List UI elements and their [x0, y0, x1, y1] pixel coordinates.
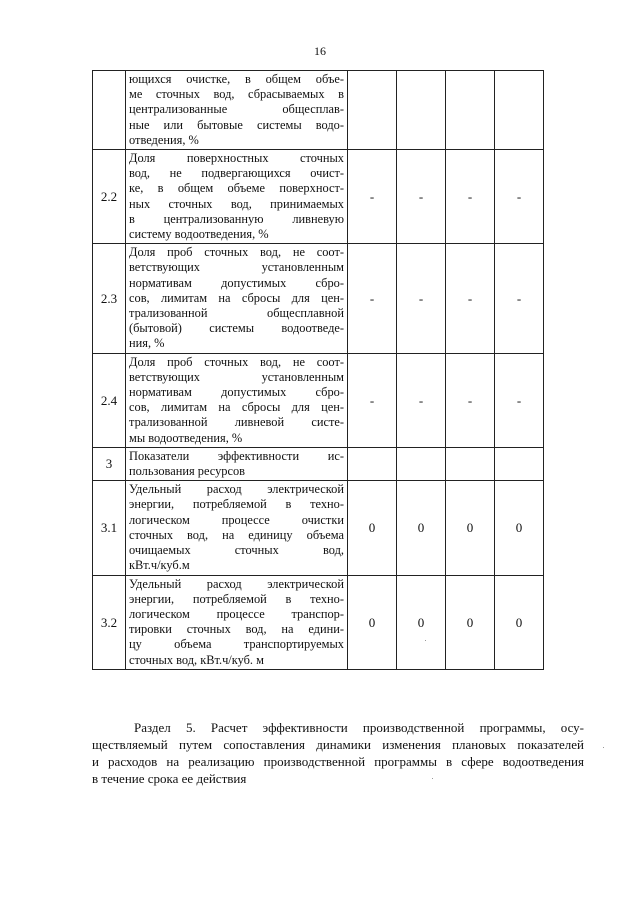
- description-line: систему водоотведения, %: [129, 227, 269, 242]
- indicator-description: [126, 244, 348, 353]
- value-cell: 0: [495, 575, 544, 669]
- scan-speck: [432, 778, 433, 779]
- row-number: 3: [93, 447, 126, 480]
- description-line: Показатели эффективности ис-: [129, 448, 344, 463]
- row-number: 2.4: [93, 353, 126, 447]
- description-line: цу объема транспортируемых: [129, 637, 344, 652]
- value-cell: -: [495, 244, 544, 353]
- description-line: сов, лимитам на сбросы для цен-: [129, 400, 344, 415]
- indicators-table-body: [93, 71, 544, 670]
- table-row: [93, 575, 544, 669]
- value-cell: -: [397, 353, 446, 447]
- description-line: сточных вод, кВт.ч/куб. м: [129, 652, 264, 667]
- description-line: Доля проб сточных вод, не соот-: [129, 245, 344, 260]
- value-cell: [348, 71, 397, 150]
- value-cell: -: [446, 150, 495, 244]
- description-line: ке, в общем объеме поверхност-: [129, 181, 344, 196]
- indicator-description: [126, 353, 348, 447]
- value-cell: 0: [348, 575, 397, 669]
- value-cell: -: [397, 244, 446, 353]
- description-line: пользования ресурсов: [129, 464, 246, 479]
- description-line: сточных вод, на единицу объема: [129, 527, 344, 542]
- value-cell: [397, 71, 446, 150]
- table-row: [93, 244, 544, 353]
- value-cell: -: [348, 150, 397, 244]
- value-cell: -: [348, 244, 397, 353]
- description-line: энергии, потребляемой в техно-: [129, 497, 344, 512]
- description-line: ных сточных вод, принимаемых: [129, 196, 344, 211]
- indicator-description: [126, 71, 348, 150]
- value-cell: 0: [348, 481, 397, 575]
- value-cell: -: [446, 353, 495, 447]
- value-cell: -: [495, 353, 544, 447]
- description-line: трализованной ливневой систе-: [129, 415, 344, 430]
- section-line: ществляемый путем сопоставления динамики изменения плановых показателей: [92, 737, 584, 752]
- value-cell: 0: [446, 481, 495, 575]
- value-cell: [446, 447, 495, 480]
- indicators-table: [92, 70, 544, 670]
- value-cell: -: [446, 244, 495, 353]
- description-line: энергии, потребляемой в техно-: [129, 591, 344, 606]
- scan-speck: [425, 640, 426, 641]
- section-line: Раздел 5. Расчет эффективности производственной программы, осу-: [134, 720, 584, 735]
- value-cell: [495, 71, 544, 150]
- description-line: мы водоотведения, %: [129, 430, 243, 445]
- row-number: [93, 71, 126, 150]
- description-line: ветствующих установленным: [129, 260, 344, 275]
- description-line: вод, не подвергающихся очист-: [129, 166, 344, 181]
- value-cell: -: [348, 353, 397, 447]
- section-line: в течение срока ее действия: [92, 771, 247, 786]
- indicator-description: [126, 150, 348, 244]
- table-row: [93, 447, 544, 480]
- description-line: тировки сточных вод, на едини-: [129, 622, 344, 637]
- value-cell: [348, 447, 397, 480]
- table-row: [93, 353, 544, 447]
- scan-speck: [603, 747, 604, 748]
- description-line: кВт.ч/куб.м: [129, 558, 190, 573]
- description-line: очищаемых сточных вод,: [129, 543, 344, 558]
- table-row: [93, 71, 544, 150]
- value-cell: 0: [446, 575, 495, 669]
- row-number: 3.1: [93, 481, 126, 575]
- value-cell: [495, 447, 544, 480]
- description-line: логическом процессе транспор-: [129, 606, 344, 621]
- row-number: 3.2: [93, 575, 126, 669]
- description-line: логическом процессе очистки: [129, 512, 344, 527]
- description-line: ния, %: [129, 336, 165, 351]
- table-row: [93, 481, 544, 575]
- description-line: Удельный расход электрической: [129, 576, 344, 591]
- description-line: в централизованную ливневую: [129, 211, 344, 226]
- section-line: и расходов на реализацию производственной программы в сфере водоотведения: [92, 754, 584, 769]
- description-line: отведения, %: [129, 132, 199, 147]
- description-line: Удельный расход электрической: [129, 482, 344, 497]
- description-line: ветствующих установленным: [129, 369, 344, 384]
- table-row: [93, 150, 544, 244]
- description-line: нормативам допустимых сбро-: [129, 385, 344, 400]
- description-line: сов, лимитам на сбросы для цен-: [129, 290, 344, 305]
- description-line: трализованной общесплавной: [129, 306, 344, 321]
- description-line: централизованные общесплав-: [129, 102, 344, 117]
- value-cell: 0: [495, 481, 544, 575]
- value-cell: [446, 71, 495, 150]
- page-number: 16: [314, 44, 326, 58]
- value-cell: -: [397, 150, 446, 244]
- row-number: 2.2: [93, 150, 126, 244]
- description-line: Доля проб сточных вод, не соот-: [129, 354, 344, 369]
- section-5-heading: [92, 719, 584, 787]
- value-cell: 0: [397, 575, 446, 669]
- description-line: ме сточных вод, сбрасываемых в: [129, 87, 344, 102]
- description-line: (бытовой) системы водоотведе-: [129, 321, 344, 336]
- indicator-description: [126, 575, 348, 669]
- value-cell: 0: [397, 481, 446, 575]
- description-line: ющихся очистке, в общем объе-: [129, 72, 344, 86]
- description-line: Доля поверхностных сточных: [129, 151, 344, 166]
- indicator-description: [126, 481, 348, 575]
- value-cell: [397, 447, 446, 480]
- value-cell: -: [495, 150, 544, 244]
- row-number: 2.3: [93, 244, 126, 353]
- description-line: нормативам допустимых сбро-: [129, 275, 344, 290]
- indicator-description: [126, 447, 348, 480]
- description-line: ные или бытовые системы водо-: [129, 117, 344, 132]
